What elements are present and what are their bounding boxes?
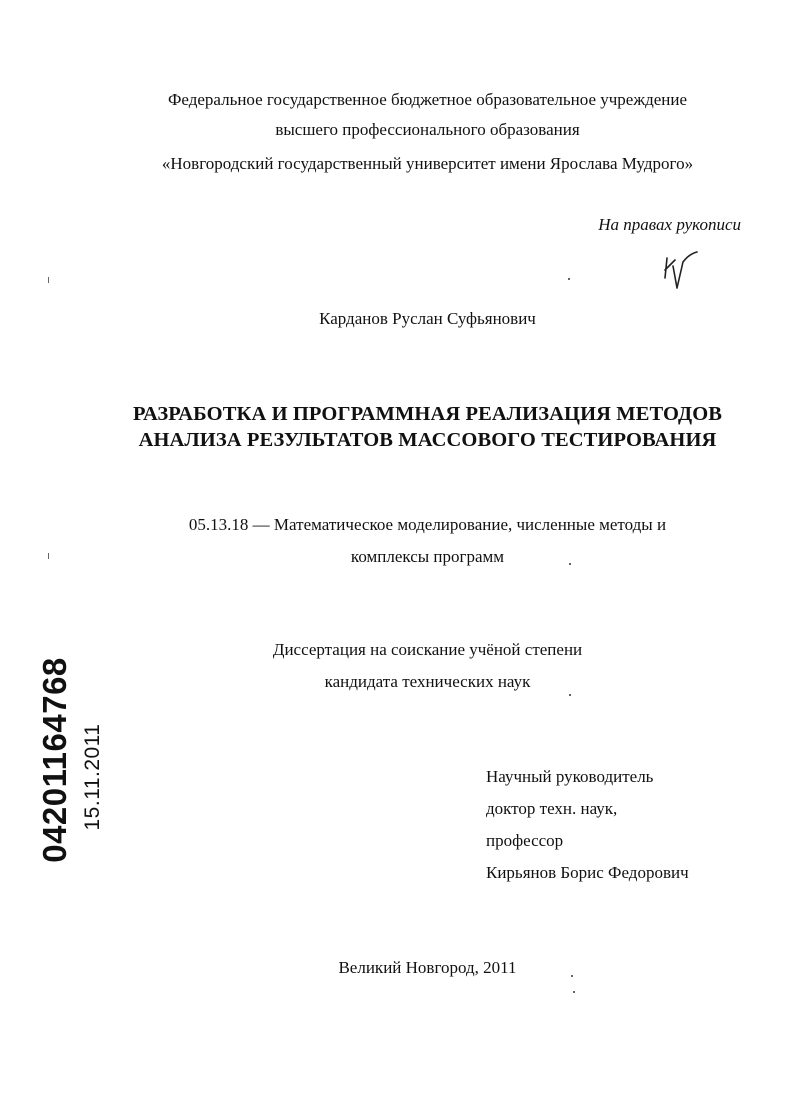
degree-line-1: Диссертация на соискание учёной степени (272, 640, 583, 659)
scan-speck (573, 991, 575, 993)
scan-speck (569, 563, 571, 565)
signature-icon (655, 248, 705, 298)
manuscript-note: На правах рукописи (598, 215, 741, 234)
degree-line-2: кандидата технических наук (324, 672, 531, 691)
scan-speck (568, 278, 570, 280)
supervisor-name: Кирьянов Борис Федорович (486, 863, 689, 882)
scan-speck (569, 694, 571, 696)
library-stamp-number: 04201164768 (36, 657, 73, 863)
title-line-1: РАЗРАБОТКА И ПРОГРАММНАЯ РЕАЛИЗАЦИЯ МЕТОДОВ (132, 403, 723, 425)
specialty-line-2: комплексы программ (350, 547, 505, 566)
institution-line-1: Федеральное государственное бюджетное образовательное учреждение (167, 90, 688, 109)
title-line-2: АНАЛИЗА РЕЗУЛЬТАТОВ МАССОВОГО ТЕСТИРОВАНИЯ (138, 429, 717, 451)
scan-mark (48, 553, 49, 559)
supervisor-degree: доктор техн. наук, (486, 799, 618, 818)
institution-line-3: «Новгородский государственный университет имени Ярослава Мудрого» (161, 154, 694, 173)
specialty-line-1: 05.13.18 — Математическое моделирование, численные методы и (188, 515, 667, 534)
author-name: Карданов Руслан Суфьянович (319, 309, 536, 328)
institution-line-2: высшего профессионального образования (275, 120, 580, 139)
scan-speck (571, 975, 573, 977)
scan-mark (48, 277, 49, 283)
supervisor-role: Научный руководитель (486, 767, 654, 786)
supervisor-title: профессор (486, 831, 564, 850)
place-year: Великий Новгород, 2011 (338, 958, 517, 977)
library-stamp-date: 15.11.2011 (81, 723, 104, 831)
